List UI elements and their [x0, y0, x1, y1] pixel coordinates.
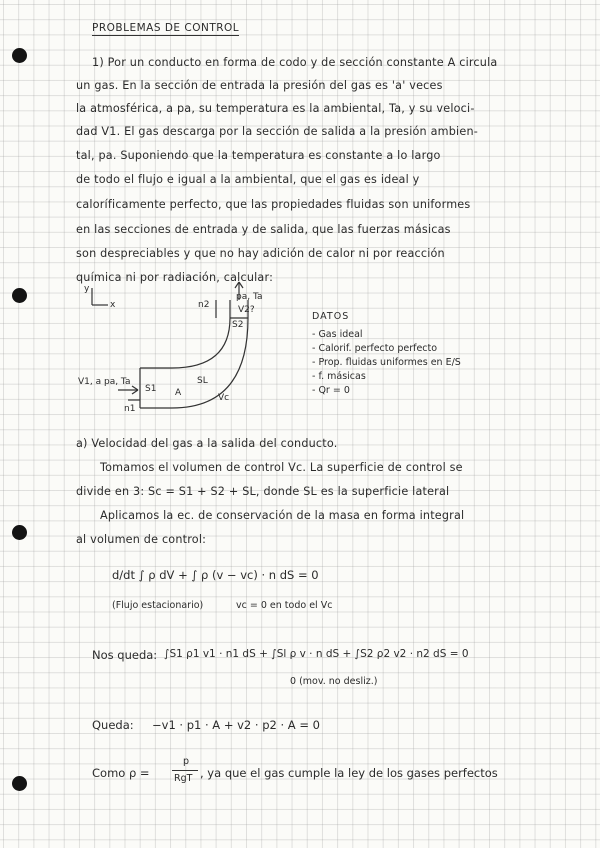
problem-line: son despreciables y que no hay adición de calor ni por reacción [76, 247, 445, 260]
problem-line: tal, pa. Suponiendo que la temperatura es constante a lo largo [76, 149, 441, 162]
eq2-note: 0 (mov. no desliz.) [290, 676, 378, 687]
data-item: - Calorif. perfecto perfecto [312, 343, 438, 354]
axis-y-label: y [84, 284, 90, 294]
fraction-bar [172, 770, 198, 771]
page-title: PROBLEMAS DE CONTROL [92, 22, 240, 34]
problem-line: la atmosférica, a pa, su temperatura es la ambiental, Ta, y su veloci- [76, 102, 475, 115]
outlet-label: pa, Ta [236, 292, 263, 302]
body-line: divide en 3: Sc = S1 + S2 + SL, donde SL es la superficie lateral [76, 485, 450, 498]
area-label: A [175, 388, 182, 398]
data-item: - Prop. fluidas uniformes en E/S [312, 357, 461, 368]
data-item: - f. másicas [312, 371, 366, 382]
eq4-suffix: , ya que el gas cumple la ley de los gases perfectos [200, 766, 498, 780]
body-line: Aplicamos la ec. de conservación de la masa en forma integral [100, 509, 465, 522]
data-list [312, 310, 461, 398]
eq3-prefix: Queda: [92, 718, 134, 732]
problem-line: en las secciones de entrada y de salida, que las fuerzas másicas [76, 223, 451, 236]
vc-label: Vc [218, 393, 230, 403]
s2-label: S2 [232, 320, 244, 330]
n2-label: n2 [198, 300, 210, 310]
problem-line: de todo el flujo e igual a la ambiental, que el gas es ideal y [76, 173, 420, 186]
arrow-head [239, 282, 243, 288]
eq2-prefix: Nos queda: [92, 648, 158, 662]
problem-line: dad V1. El gas descarga por la sección de salida a la presión ambien- [76, 125, 478, 138]
eq4-numerator: p [183, 756, 190, 767]
steady-flow-note: (Flujo estacionario) [112, 600, 204, 611]
data-header: DATOS [312, 311, 350, 322]
problem-line: caloríficamente perfecto, que las propiedades fluidas son uniformes [76, 198, 471, 211]
outlet-velocity-label: V2? [238, 305, 255, 315]
problem-line: 1) Por un conducto en forma de codo y de sección constante A circula [92, 56, 498, 69]
axis-x-label: x [110, 300, 116, 310]
body-line: al volumen de control: [76, 533, 207, 546]
data-item: - Gas ideal [312, 329, 363, 340]
section-a-heading: a) Velocidad del gas a la salida del conducto. [76, 437, 338, 450]
body-line: Tomamos el volumen de control Vc. La superficie de control se [100, 461, 463, 474]
sl-label: SL [197, 376, 208, 386]
s1-label: S1 [145, 384, 157, 394]
eq2-expression: ∫S1 ρ1 v1 · n1 dS + ∫Sl ρ v · n dS + ∫S2 ρ2 v2 · n2 dS = 0 [164, 648, 469, 660]
inlet-label: V1, a pa, Ta [78, 377, 131, 387]
data-item: - Qr = 0 [312, 385, 350, 396]
mass-conservation-equation: d/dt ∫ ρ dV + ∫ ρ (v − vc) · n dS = 0 [112, 568, 319, 582]
control-volume-note: vc = 0 en todo el Vc [236, 600, 333, 611]
eq4-denominator: RgT [174, 773, 193, 784]
problem-line: química ni por radiación, calcular: [76, 271, 274, 284]
eq3-expression: −v1 · p1 · A + v2 · p2 · A = 0 [152, 718, 320, 732]
eq4-prefix: Como ρ = [92, 766, 150, 780]
problem-line: un gas. En la sección de entrada la presión del gas es 'a' veces [76, 79, 443, 92]
n1-label: n1 [124, 404, 136, 414]
